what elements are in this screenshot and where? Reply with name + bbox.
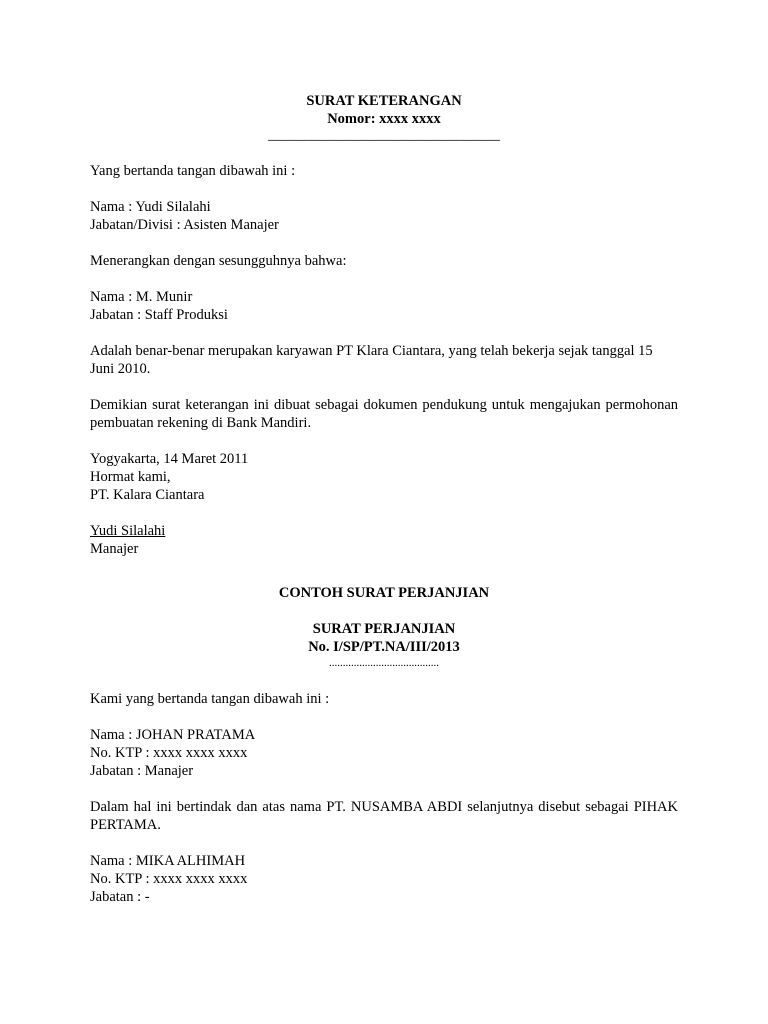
letter2-party1-desc: Dalam hal ini bertindak dan atas nama PT. NUSAMBA ABDI selanjutnya disebut sebagai PIHAK PERTAMA. — [90, 799, 678, 833]
letter1-subject-name: Nama : M. Munir — [90, 289, 193, 305]
letter1-company: PT. Kalara Ciantara — [90, 487, 205, 503]
letter2-section-heading: CONTOH SURAT PERJANJIAN — [278, 585, 490, 601]
letter1-number: Nomor: xxxx xxxx — [327, 111, 441, 127]
letter1-body1: Adalah benar-benar merupakan karyawan PT Klara Ciantara, yang telah bekerja sejak tanggal 15 Juni 2010. — [90, 343, 653, 377]
letter1-sign-name: Yudi Silalahi — [90, 523, 166, 539]
letter2-party1-name: Nama : JOHAN PRATAMA — [90, 727, 256, 743]
letter1-intro-text: Yang bertanda tangan dibawah ini : — [90, 163, 296, 179]
letter2-dots: ........................................ — [329, 657, 439, 669]
letter1-header — [90, 92, 678, 142]
letter1-title: SURAT KETERANGAN — [306, 93, 462, 109]
letter2-header — [90, 620, 678, 670]
letter1-closing-block — [90, 450, 678, 504]
letter2-party1-ktp: No. KTP : xxxx xxxx xxxx — [90, 745, 248, 761]
letter1-signature-block — [90, 522, 678, 558]
letter2-party1-info — [90, 726, 678, 780]
letter1-signer-position: Jabatan/Divisi : Asisten Manajer — [90, 217, 279, 233]
letter2-party2-name: Nama : MIKA ALHIMAH — [90, 853, 246, 869]
letter1-body2: Demikian surat keterangan ini dibuat sebagai dokumen pendukung untuk mengajukan permohonan pembuatan rekening di Bank Mandiri. — [90, 397, 678, 431]
letter1-sign-title: Manajer — [90, 541, 139, 557]
letter1-closing: Hormat kami, — [90, 469, 171, 485]
letter2-party2-info — [90, 852, 678, 906]
letter1-subject-info — [90, 288, 678, 324]
letter2-party1-position: Jabatan : Manajer — [90, 763, 194, 779]
document-page — [90, 92, 678, 906]
letter2-party2-ktp: No. KTP : xxxx xxxx xxxx — [90, 871, 248, 887]
letter1-statement — [90, 252, 678, 270]
letter2-section-heading-block — [90, 584, 678, 602]
letter1-subject-position: Jabatan : Staff Produksi — [90, 307, 228, 323]
letter2-intro — [90, 690, 678, 708]
letter2-party2-position: Jabatan : - — [90, 889, 150, 905]
letter1-place-date: Yogyakarta, 14 Maret 2011 — [90, 451, 249, 467]
letter1-intro — [90, 162, 678, 180]
letter1-statement-text: Menerangkan dengan sesungguhnya bahwa: — [90, 253, 347, 269]
letter1-signer-name: Nama : Yudi Silalahi — [90, 199, 211, 215]
letter2-intro-text: Kami yang bertanda tangan dibawah ini : — [90, 691, 330, 707]
letter2-title: SURAT PERJANJIAN — [312, 621, 456, 637]
letter1-rule: ________________________________ — [268, 127, 500, 143]
letter1-signer-info — [90, 198, 678, 234]
letter2-number: No. I/SP/PT.NA/III/2013 — [308, 639, 460, 655]
